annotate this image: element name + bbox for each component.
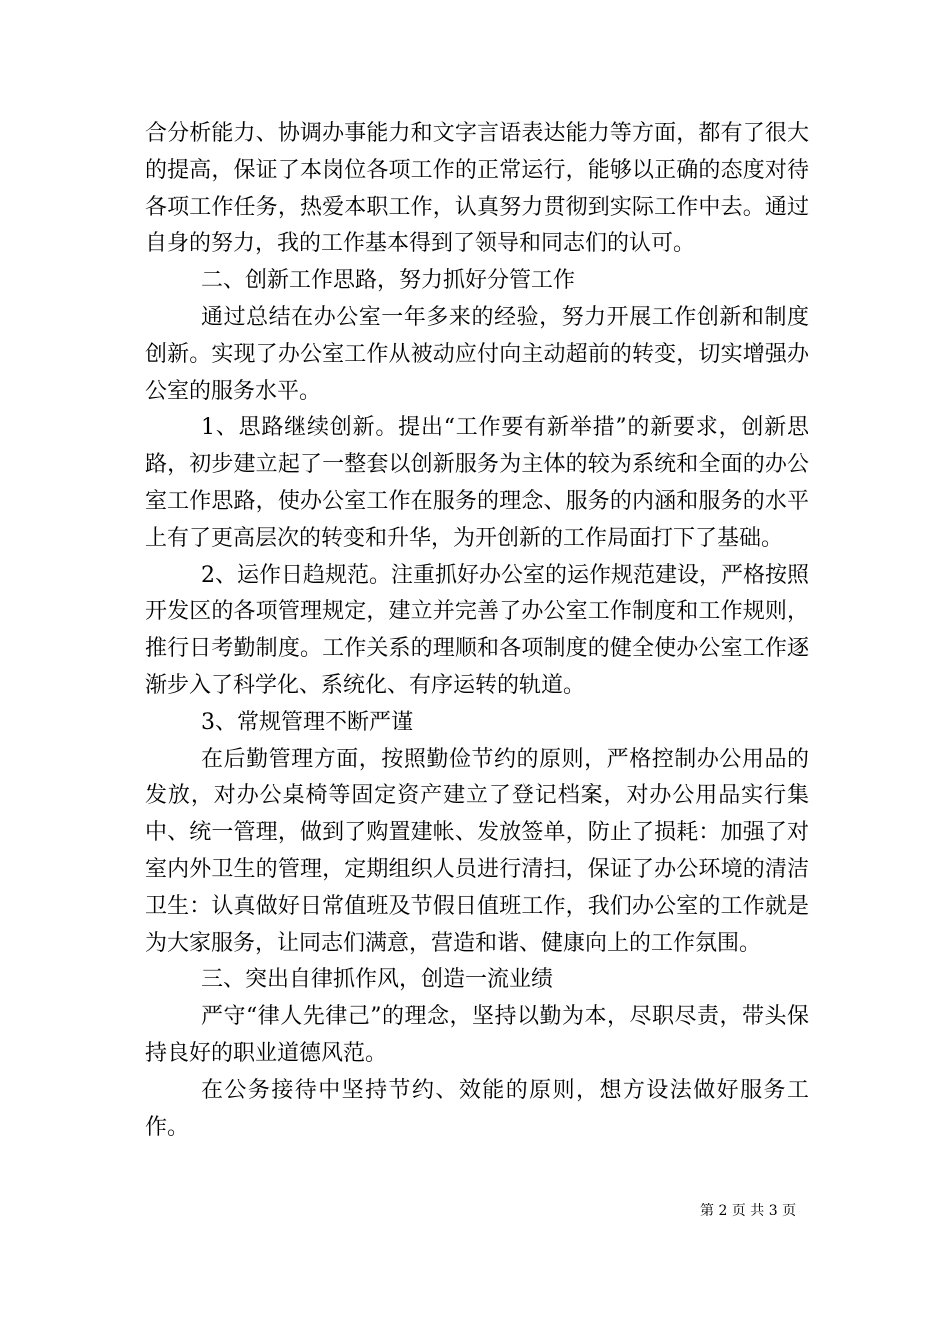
paragraph-item-2: 2、运作日趋规范。注重抓好办公室的运作规范建设，严格按照开发区的各项管理规定，建立并完善了办公室工作制度和工作规则，推行日考勤制度。工作关系的理顺和各项制度的健全使办公室工作逐渐步入了科学化、系统化、有序运转的轨道。 <box>145 562 809 698</box>
paragraph-intro-2: 通过总结在办公室一年多来的经验，努力开展工作创新和制度创新。实现了办公室工作从被动应付向主动超前的转变，切实增强办公室的服务水平。 <box>145 304 809 404</box>
paragraph-discipline: 严守“律人先律己”的理念，坚持以勤为本，尽职尽责，带头保持良好的职业道德风范。 <box>145 1004 809 1066</box>
paragraph-continuation: 合分析能力、协调办事能力和文字言语表达能力等方面，都有了很大的提高，保证了本岗位各项工作的正常运行，能够以正确的态度对待各项工作任务，热爱本职工作，认真努力贯彻到实际工作中去。通过自身的努力，我的工作基本得到了领导和同志们的认可。 <box>145 121 809 257</box>
section-heading-2: 二、创新工作思路，努力抓好分管工作 <box>201 268 576 294</box>
document-body <box>145 116 809 1146</box>
page-number-footer: 第 2 页 共 3 页 <box>700 1203 797 1219</box>
paragraph-reception: 在公务接待中坚持节约、效能的原则，想方设法做好服务工作。 <box>145 1077 809 1140</box>
subheading-item-3: 3、常规管理不断严谨 <box>201 709 413 735</box>
paragraph-item-3: 在后勤管理方面，按照勤俭节约的原则，严格控制办公用品的发放，对办公桌椅等固定资产建立了登记档案，对办公用品实行集中、统一管理，做到了购置建帐、发放签单，防止了损耗：加强了对室内外卫生的管理，定期组织人员进行清扫，保证了办公环境的清洁卫生：认真做好日常值班及节假日值班工作，我们办公室的工作就是为大家服务，让同志们满意，营造和谐、健康向上的工作氛围。 <box>145 746 809 956</box>
section-heading-3: 三、突出自律抓作风，创造一流业绩 <box>201 967 554 993</box>
paragraph-item-1: 1、思路继续创新。提出“工作要有新举措”的新要求，创新思路，初步建立起了一整套以创新服务为主体的较为系统和全面的办公室工作思路，使办公室工作在服务的理念、服务的内涵和服务的水平上有了更高层次的转变和升华，为开创新的工作局面打下了基础。 <box>145 415 809 551</box>
